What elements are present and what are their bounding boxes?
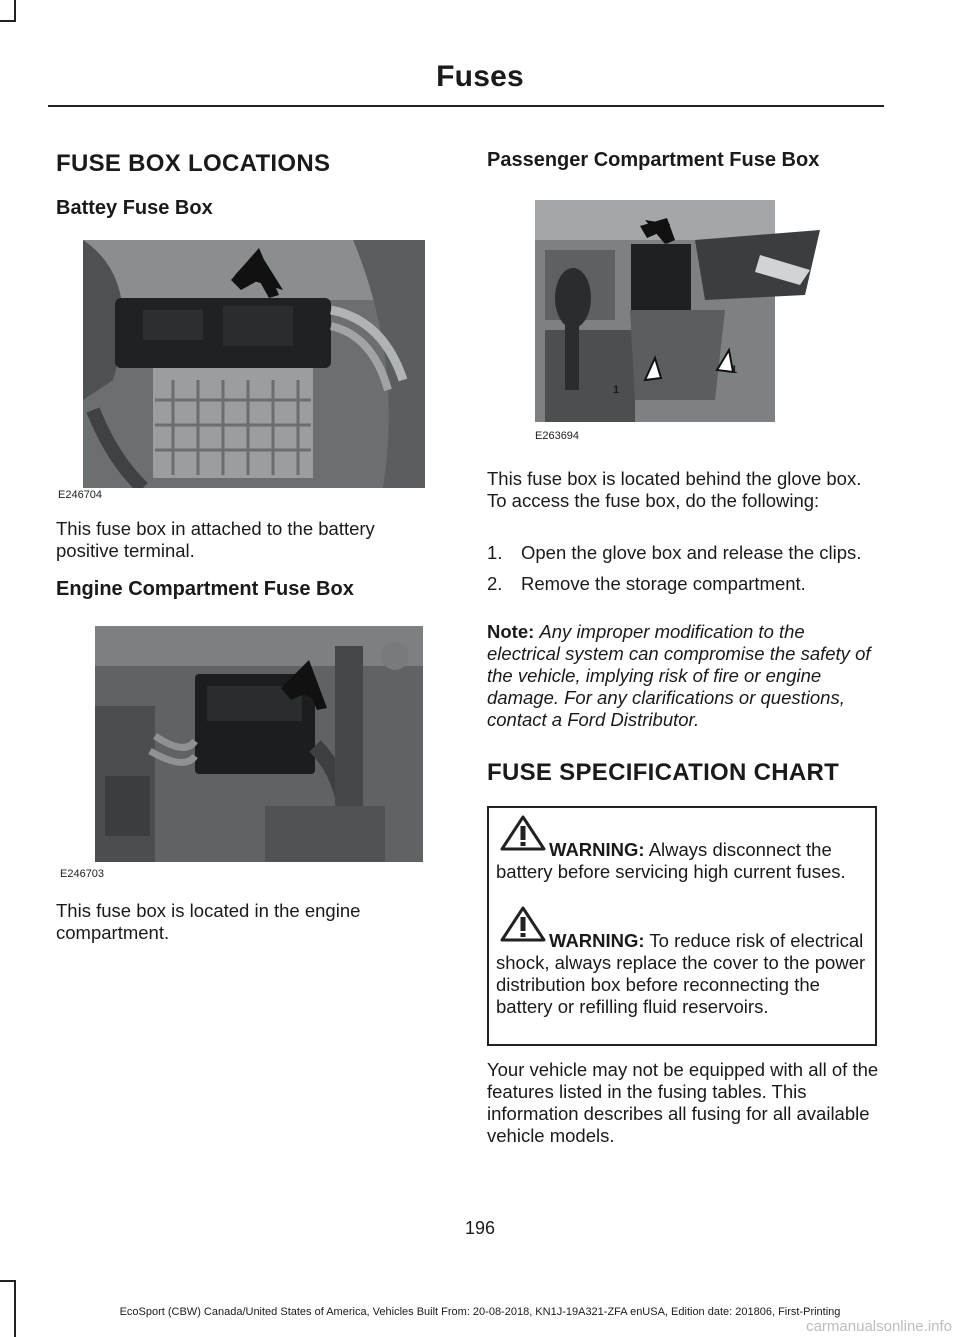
note-paragraph — [487, 621, 882, 731]
engine-fuse-box-text: This fuse box is located in the engine compartment. — [56, 900, 361, 943]
passenger-fuse-box-image — [535, 200, 825, 422]
crop-mark — [0, 1280, 16, 1282]
note-label: Note: — [487, 621, 535, 642]
engine-fuse-box-image — [95, 626, 423, 862]
battery-fuse-box-text: This fuse box in attached to the battery positive terminal. — [56, 518, 375, 561]
procedure-steps — [487, 542, 877, 595]
engine-fuse-box-figure — [56, 626, 428, 886]
section-heading-fuse-box-locations: FUSE BOX LOCATIONS — [56, 150, 331, 177]
passenger-fuse-box-text: This fuse box is located behind the glove box. To access the fuse box, do the following: — [487, 468, 862, 511]
warning-1 — [496, 839, 870, 883]
warning-1-text: Always disconnect the battery before servicing high current fuses. — [496, 839, 846, 882]
warning-triangle-icon — [500, 906, 546, 942]
crop-mark — [0, 20, 16, 22]
battery-fuse-box-figure — [56, 240, 428, 505]
step-number: 1. — [487, 542, 503, 563]
page-number: 196 — [464, 1218, 496, 1238]
engine-fuse-box-title: Engine Compartment Fuse Box — [56, 578, 354, 600]
warning-1-label: WARNING: — [549, 839, 645, 860]
callout-2-label: 1 — [731, 364, 738, 376]
warning-triangle-icon — [500, 815, 546, 851]
list-item — [487, 573, 877, 595]
fusing-tables-text: Your vehicle may not be equipped with all of the features listed in the fusing tables. This information describes all fusing for all available vehicle models. — [487, 1059, 879, 1146]
passenger-image-code: E263694 — [535, 430, 580, 442]
battery-fuse-box-image — [83, 240, 425, 488]
section-heading-fuse-specification-chart: FUSE SPECIFICATION CHART — [487, 759, 840, 786]
warning-2-text: To reduce risk of electrical shock, always replace the cover to the power distribution box before reconnecting the battery or refilling fluid reservoirs. — [496, 930, 866, 1017]
callout-1-label: 1 — [613, 384, 620, 396]
battery-image-code: E246704 — [58, 489, 103, 501]
engine-image-code: E246703 — [60, 868, 105, 880]
passenger-fuse-box-title: Passenger Compartment Fuse Box — [487, 149, 820, 171]
step-text: Remove the storage compartment. — [521, 573, 806, 594]
page-header-title: Fuses — [436, 60, 524, 93]
page-footer: EcoSport (CBW) Canada/United States of America, Vehicles Built From: 20-08-2018, KN1J-19A321-ZFA enUSA, Edition date: 201806, First-Printing — [119, 1306, 841, 1318]
crop-mark — [14, 0, 16, 22]
warning-2 — [496, 930, 866, 1018]
step-number: 2. — [487, 573, 503, 594]
passenger-fuse-box-figure — [487, 200, 877, 450]
step-text: Open the glove box and release the clips. — [521, 542, 862, 563]
warning-2-label: WARNING: — [549, 930, 645, 951]
watermark: carmanualsonline.info — [806, 1318, 952, 1335]
note-text: Any improper modification to the electrical system can compromise the safety of the vehicle, implying risk of fire or engine damage. For any clarifications or questions, contact a Ford Distributor. — [487, 621, 871, 730]
list-item — [487, 542, 877, 564]
battery-fuse-box-title: Battey Fuse Box — [56, 197, 213, 219]
header-divider — [48, 105, 884, 107]
